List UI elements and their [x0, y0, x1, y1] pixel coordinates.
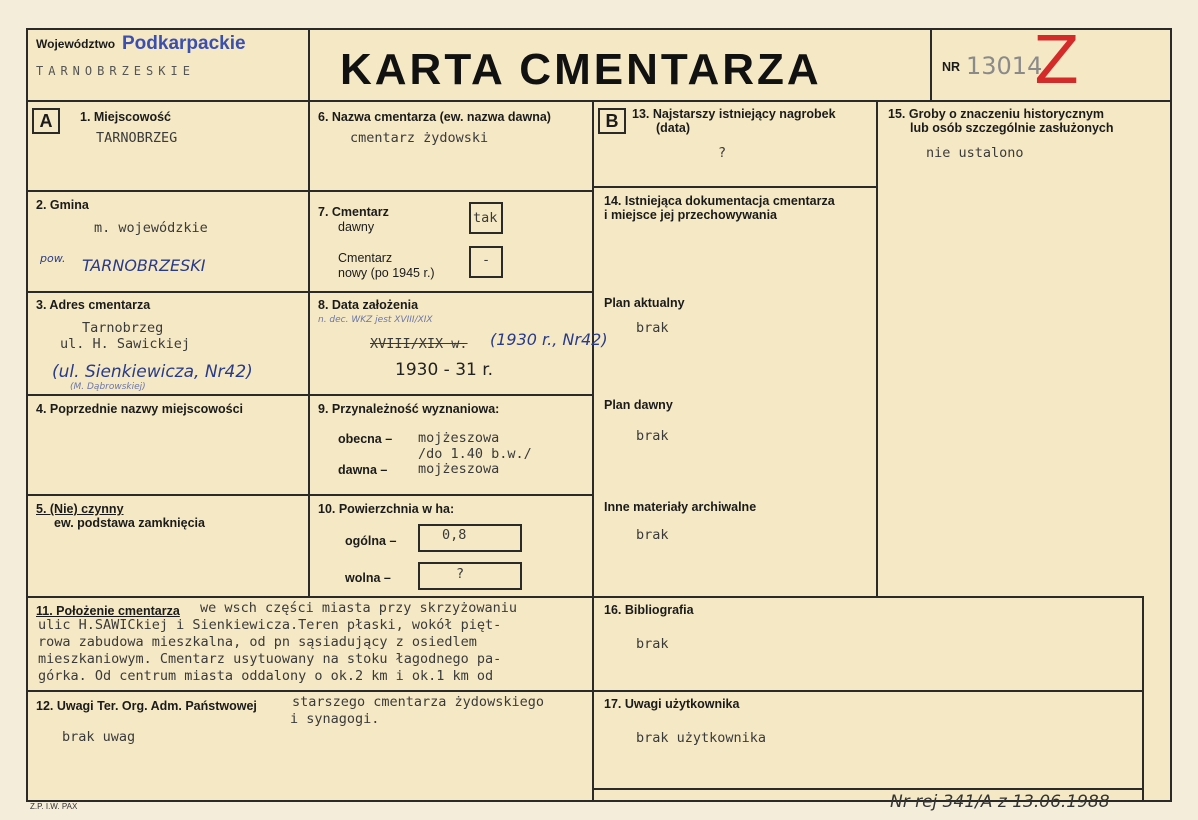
- row-divider-5: [26, 596, 1144, 598]
- field-4-label: 4. Poprzednie nazwy miejscowości: [36, 402, 244, 416]
- field-8-label: 8. Data założenia: [318, 298, 419, 312]
- inne-materialy-value: brak: [636, 527, 669, 543]
- field-3-hand-value: (ul. Sienkiewicza, Nr42): [52, 362, 253, 382]
- field-11-line-6: starszego cmentarza żydowskiego: [292, 694, 544, 710]
- field-14-label-1: 14. Istniejąca dokumentacja cmentarza: [604, 194, 835, 208]
- plan-dawny-value: brak: [636, 428, 669, 444]
- plan-aktualny-label: Plan aktualny: [604, 296, 685, 310]
- plan-dawny-label: Plan dawny: [604, 398, 673, 412]
- field-13-label-2: (data): [656, 121, 691, 135]
- page-title: KARTA CMENTARZA: [340, 45, 822, 94]
- wojewodztwo-label: Województwo: [36, 37, 116, 51]
- field-11-line-5: górka. Od centrum miasta oddalony o ok.2 km i ok.1 km od: [38, 668, 494, 684]
- field-16-value: brak: [636, 636, 669, 652]
- field-10-ogolna-value: 0,8: [442, 527, 467, 543]
- field-11-line-2: ulic H.SAWICkiej i Sienkiewicza.Teren płaski, wokół pięt-: [38, 617, 502, 633]
- field-11-label: 11. Położenie cmentarza: [36, 604, 180, 618]
- field-3-value-line2: ul. H. Sawickiej: [60, 336, 191, 352]
- header-divider: [26, 100, 1172, 102]
- section-b-badge: B: [598, 108, 626, 134]
- field-1-label: 1. Miejscowość: [80, 110, 172, 124]
- section-a-badge: A: [32, 108, 60, 134]
- inne-materialy-label: Inne materiały archiwalne: [604, 500, 757, 514]
- field-7-nowy-label-2: nowy (po 1945 r.): [338, 266, 435, 280]
- field-9-dawna-value: mojżeszowa: [418, 461, 500, 477]
- field-11-line-7: i synagogi.: [290, 711, 380, 727]
- field-3-hand-note: (M. Dąbrowskiej): [70, 382, 146, 392]
- field-11-line-4: mieszkaniowym. Cmentarz usytuowany na stoku łagodnego pa-: [38, 651, 502, 667]
- field-17-value: brak użytkownika: [636, 730, 767, 746]
- category-mark: Z: [1034, 22, 1080, 99]
- field-2-hand-prefix: pow.: [40, 252, 66, 265]
- field-8-struck-value: XVIII/XIX w.: [370, 336, 468, 352]
- field-7-dawny-value: tak: [473, 210, 498, 226]
- field-7-dawny-label-2: dawny: [338, 220, 375, 234]
- field-10-ogolna-box: [418, 524, 522, 552]
- field-10-wolna-box: [418, 562, 522, 590]
- field-11-line-3: rowa zabudowa mieszkalna, od pn sąsiadujący z osiedlem: [38, 634, 477, 650]
- field-13-value: ?: [718, 145, 727, 161]
- row-divider-3: [26, 394, 594, 396]
- field-15-label-2: lub osób szczególnie zasłużonych: [910, 121, 1114, 135]
- field-10-ogolna-label: ogólna –: [345, 534, 397, 548]
- right-inner-border: [1142, 596, 1144, 802]
- field-6-value: cmentarz żydowski: [350, 130, 489, 146]
- field-9-obecna-label: obecna –: [338, 432, 393, 446]
- field-2-hand-value: TARNOBRZESKI: [82, 256, 206, 275]
- header-left-divider: [308, 28, 310, 598]
- field-10-wolna-value: ?: [456, 566, 465, 582]
- row-divider-6: [26, 690, 1144, 692]
- nr-label: NR: [942, 60, 961, 74]
- field-9-dawna-label: dawna –: [338, 463, 388, 477]
- field-16-label: 16. Bibliografia: [604, 603, 694, 617]
- field-10-wolna-label: wolna –: [345, 571, 391, 585]
- registry-note: Nr rej 341/A z 13.06.1988: [890, 792, 1110, 812]
- bottom-inner-border: [592, 788, 1144, 790]
- field-3-value-line1: Tarnobrzeg: [82, 320, 164, 336]
- field-10-label: 10. Powierzchnia w ha:: [318, 502, 455, 516]
- field-7-nowy-value: -: [482, 252, 491, 268]
- nr-value: 13014: [966, 52, 1043, 80]
- wojewodztwo-stamp: Podkarpackie: [122, 33, 246, 54]
- col-15-divider: [876, 100, 878, 596]
- field-15-value: nie ustalono: [926, 145, 1024, 161]
- field-1-value: TARNOBRZEG: [96, 130, 178, 146]
- field-12-value: brak uwag: [62, 729, 136, 745]
- field-9-obecna-value-2: /do 1.40 b.w./: [418, 446, 532, 462]
- field-12-label: 12. Uwagi Ter. Org. Adm. Państwowej: [36, 699, 257, 713]
- field-9-label: 9. Przynależność wyznaniowa:: [318, 402, 500, 416]
- field-2-value: m. wojewódzkie: [94, 220, 208, 236]
- field-8-hand-value-2: 1930 - 31 r.: [395, 360, 494, 380]
- header-right-divider: [930, 28, 932, 100]
- row-divider-4: [26, 494, 594, 496]
- printer-mark: Z.P. I.W. PAX: [30, 802, 78, 811]
- field-8-hand-value-1: (1930 r., Nr42): [490, 330, 608, 349]
- row-divider-b14: [592, 186, 878, 188]
- row-divider-1: [26, 190, 594, 192]
- field-17-label: 17. Uwagi użytkownika: [604, 697, 740, 711]
- field-11-line-1: we wsch części miasta przy skrzyżowaniu: [200, 600, 517, 616]
- field-5-label: 5. (Nie) czynny: [36, 502, 124, 516]
- wojewodztwo-typed: TARNOBRZESKIE: [36, 64, 195, 78]
- field-3-label: 3. Adres cmentarza: [36, 298, 151, 312]
- field-8-small-note: n. dec. WKZ jest XVIII/XIX: [318, 315, 433, 325]
- field-6-label: 6. Nazwa cmentarza (ew. nazwa dawna): [318, 110, 551, 124]
- field-9-obecna-value-1: mojżeszowa: [418, 430, 500, 446]
- field-7-nowy-label-1: Cmentarz: [338, 251, 393, 265]
- row-divider-2: [26, 291, 594, 293]
- field-5-sublabel: ew. podstawa zamknięcia: [54, 516, 205, 530]
- field-14-label-2: i miejsce jej przechowywania: [604, 208, 777, 222]
- field-15-label-1: 15. Groby o znaczeniu historycznym: [888, 107, 1105, 121]
- field-7-dawny-label-1: 7. Cmentarz: [318, 205, 389, 219]
- plan-aktualny-value: brak: [636, 320, 669, 336]
- field-13-label-1: 13. Najstarszy istniejący nagrobek: [632, 107, 836, 121]
- field-2-label: 2. Gmina: [36, 198, 89, 212]
- col-b-divider: [592, 100, 594, 800]
